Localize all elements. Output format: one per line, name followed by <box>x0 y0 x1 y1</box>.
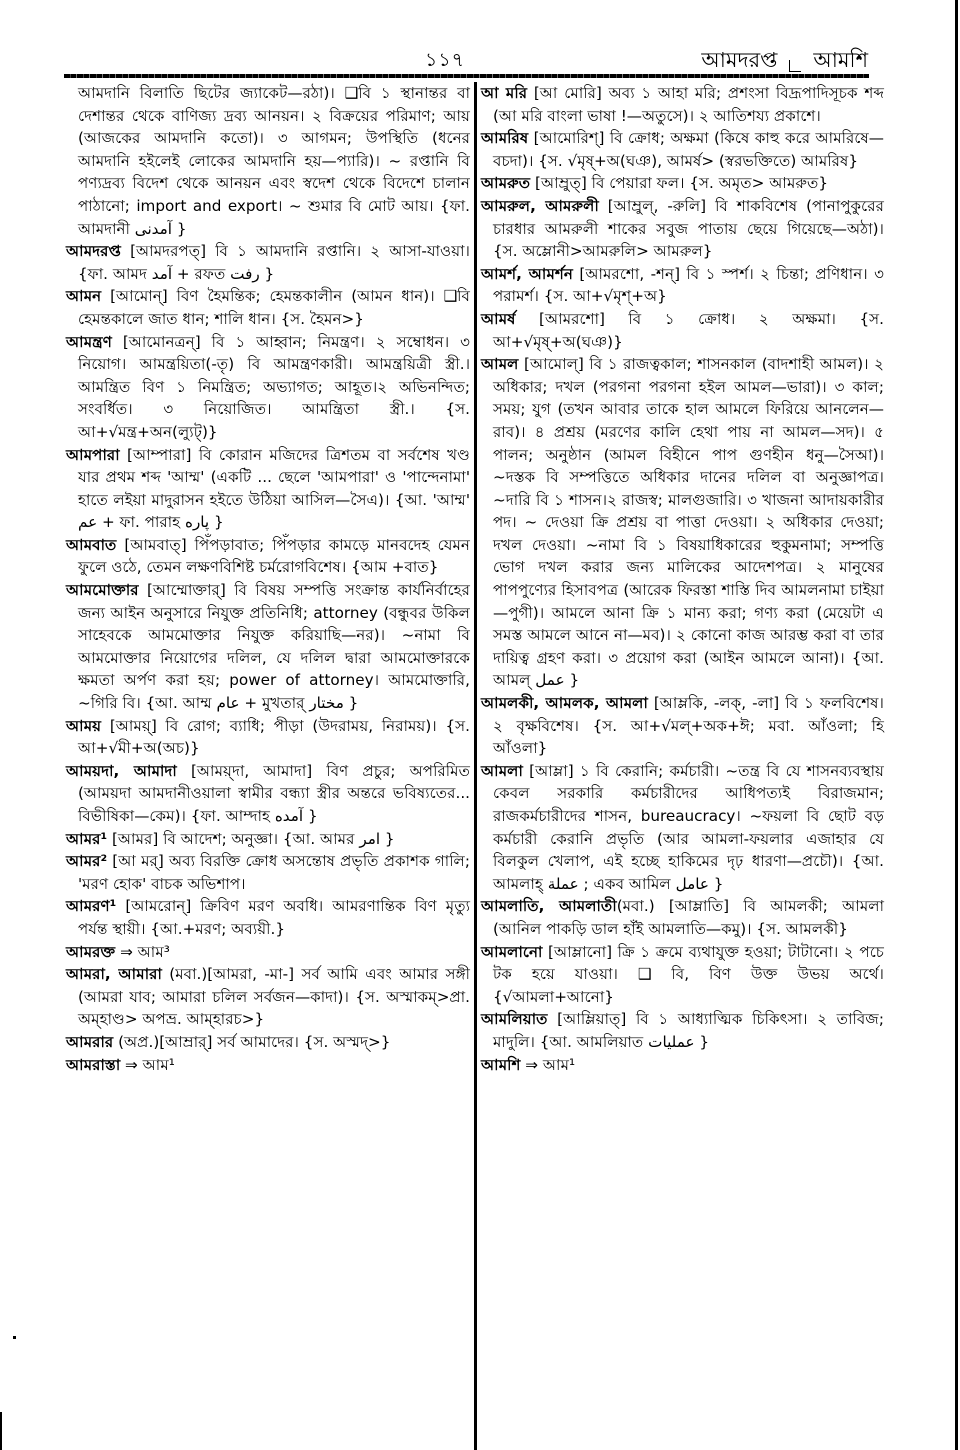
guide-word-last: আমশি <box>813 48 868 72</box>
entry-headword: আমদরপ্ত <box>66 242 121 261</box>
dictionary-entry <box>481 263 884 308</box>
entry-headword: আমরাস্তা <box>66 1055 121 1074</box>
dictionary-entry <box>481 895 884 940</box>
dictionary-entry <box>481 353 884 692</box>
page-right-edge <box>955 0 958 1450</box>
dictionary-entry <box>66 850 470 895</box>
dictionary-entry <box>481 127 884 172</box>
column-divider <box>474 82 477 1450</box>
stray-mark <box>13 1336 16 1339</box>
entry-headword: আমপারা <box>66 445 120 464</box>
entry-headword: আমন্ত্রণ <box>66 332 112 351</box>
entry-headword: আমলাতি, আমলাতী <box>481 897 617 916</box>
entry-definition: [আম্লিয়াত্] বি ১ আধ্যাত্মিক চিকিৎসা। ২ তাবিজ; মাদুলি। {আ. আমলিয়াত عمليات } <box>493 1010 884 1051</box>
entry-definition: [আমবাত্] পিঁপড়াবাত; পিঁপড়ার কামড়ে মানবদেহ যেমন ফুলে ওঠে, তেমন লক্ষণবিশিষ্ট চর্মরোগবিশেষ। {আম +বাত} <box>78 535 470 577</box>
entry-definition: [আম্মোক্তার্] বি বিষয় সম্পত্তি সংক্রান্ত কার্যনির্বাহের জন্য আইন অনুসারে নিযুক্ত প্রতিনিধি; attorney (বন্ধুবর উকিল সাহেবকে আমমোক্তার নিযুক্ত করিয়াছি—নর)। ~নামা বি আমমোক্তার নিয়োগের দলিল, যে দলিল দ্বারা আমমোক্তারকে ক্ষমতা অর্পণ করা হয়; power of attorney। আমমোক্তারি, ~গিরি বি। {আ. আম্ম عام + মুখতার্ مختار } <box>78 581 470 713</box>
entry-definition: [আম্রুত্] বি পেয়ারা ফল। {স. অমৃত> আমরুত} <box>530 174 829 193</box>
entry-definition: [আ মর্] অব্য বিরক্তি ক্রোধ অসন্তোষ প্রভৃতি প্রকাশক গালি; 'মরণ হোক' বাচক অভিশাপ। <box>78 852 470 893</box>
entry-headword: আময়দা, আমাদা <box>66 761 177 780</box>
left-column <box>66 82 470 1076</box>
dictionary-entry <box>66 331 470 444</box>
entry-definition: [আম্পারা] বি কোরান মজিদের ত্রিশতম বা সর্বশেষ খণ্ড যার প্রথম শব্দ 'আম্ম' (একটি ... ছেলে 'আমপারা' ও 'পান্দেনামা' হাতে লইয়া মাদুরাসন হইতে উঠিয়া আসিল—সৈএ)। {আ. 'আম্ম' عم + ফা. পারাহ پاره } <box>78 445 470 532</box>
entry-continuation <box>66 82 470 240</box>
entry-headword: আমরুত <box>481 174 531 193</box>
dictionary-entry <box>66 941 470 964</box>
entry-definition: ⇒ আম¹ <box>120 1055 175 1074</box>
dictionary-entry <box>66 285 470 330</box>
guide-word-first: আমদরপ্ত <box>701 48 778 72</box>
guide-separator-icon <box>789 60 801 72</box>
dictionary-entry <box>66 579 470 715</box>
dictionary-entry <box>66 895 470 940</box>
dictionary-entry <box>481 760 884 896</box>
entry-headword: আমর¹ <box>66 829 108 848</box>
entry-definition: [আমোল্] বি ১ রাজত্বকাল; শাসনকাল (বাদশাহী আমল)। ২ অধিকার; দখল (পরগনা পরগনা হইল আমল—ভারা)। ৩ কাল; সময়; যুগ (তখন আবার তাকে হাল আমলে ফিরিয়ে আনলেন—রাব)। ৪ প্রশ্রয় (মরণের কালি হেথা পায় না আমল—সদ)। ৫ পালন; অনুষ্ঠান (আমল বিহীনে পাপ গুণহীন ধনু—সৈআ)। ~দস্তক বি সম্পত্তিতে অধিকার দানের দলিল বা অনুজ্ঞাপত্র। ~দারি বি ১ শাসন।২ রাজস্ব; মালগুজারি। ৩ খাজনা আদায়কারীর পদ। ~ দেওয়া ক্রি প্রশ্রয় বা পাত্তা দেওয়া। ২ অধিকার দেওয়া; দখল দেওয়া। ~নামা বি ১ বিষয়াধিকারের হুকুমনামা; সম্পত্তি ভোগ দখল করার জন্য মালিকের আদেশপত্র। ২ মানুষের পাপপুণ্যের হিসাবপত্র (আরেক ফিরস্তা শাস্তি দিব আমলনামা চাইয়া—পুগী)। আমলে আনা ক্রি ১ মান্য করা; গণ্য করা (মেয়েটা এ সমস্ত আমলে আনে না—মব)। ২ কোনো কাজ আরম্ভ করা বা তার দায়িত্ব গ্রহণ করা। ৩ প্রয়োগ করা (আইন আমলে আনা)। {আ. আমল্ عمل } <box>493 355 884 690</box>
entry-headword: আমলিয়াত <box>481 1010 548 1029</box>
entry-definition: [আমর] বি আদেশ; অনুজ্ঞা। {আ. আমর امر } <box>107 829 395 848</box>
entry-headword: আমরা, আমারা <box>66 965 162 984</box>
entry-text: আমদানি বিলাতি ছিটের জ্যাকেট—রঠা)। ❑বি ১ স্থানান্তর বা দেশান্তর থেকে বাণিজ্য দ্রব্য আনয়ন। ২ বিক্রয়ের পরিমাণ; আয় (আজকের আমদানি কতো)। ৩ আগমন; উপস্থিতি (ধনের আমদানি হইলেই লোকের আমদানি হয়—প্যারি)। ~ রপ্তানি বি পণ্যদ্রব্য বিদেশ থেকে আনয়ন এবং স্বদেশ থেকে বিদেশে চালান পাঠানো; import and export। ~ শুমার বি মোট আয়। {ফা. আমদানী آمدنی } <box>78 84 470 238</box>
entry-definition: [আমরশো, -শন্] বি ১ স্পর্শ। ২ চিন্তা; প্রণিধান। ৩ পরামর্শ। {স. আ+√মৃশ্+অ} <box>493 264 884 306</box>
entry-headword: আমরক্ত <box>66 942 116 961</box>
dictionary-entry <box>481 1008 884 1053</box>
entry-headword: আমর্ষ <box>481 309 516 328</box>
entry-headword: আমলানো <box>481 942 543 961</box>
dictionary-entry <box>481 195 884 263</box>
dictionary-entry <box>481 82 884 127</box>
entry-definition: [আমোনত্রন্] বি ১ আহ্বান; নিমন্ত্রণ। ২ সম্বোধন। ৩ নিয়োগ। আমন্ত্রয়িতা(-তৃ) বি আমন্ত্রণকারী। আমন্ত্রয়িত্রী স্ত্রী.। আমন্ত্রিত বিণ ১ নিমন্ত্রিত; অভ্যাগত; আহূত।২ অভিনন্দিত; সংবর্ধিত। ৩ নিয়োজিত। আমন্ত্রিতা স্ত্রী.। {স. আ+√মন্ত্র+অন(ল্যুট্)} <box>78 332 470 441</box>
entry-definition: (মবা.)[আমরা, -মা-] সর্ব আমি এবং আমার সঙ্গী (আমরা যাব; আমারা চলিল সর্বজন—কাদা)। {স. অস্মাকম্>প্রা. অম্হাণ্ড> অপভ্র. আম্হারচ>} <box>78 965 471 1029</box>
dictionary-entry <box>481 308 884 353</box>
entry-headword: আ মরি <box>481 84 528 102</box>
entry-headword: আমল <box>481 355 519 374</box>
entry-definition: [আমরশো] বি ১ ক্রোধ। ২ অক্ষমা। {স. আ+√মৃষ্+অ(ঘঞ)} <box>493 309 884 351</box>
entry-definition: [আম্লকি, -লক্, -লা] বি ১ ফলবিশেষ। ২ বৃক্ষবিশেষ। {স. আ+√মল্+অক+ঈ; মবা. আঁওলা; হি আঁওলা} <box>493 694 884 758</box>
entry-definition: [আম্লানো] ক্রি ১ ক্রমে ব্যথাযুক্ত হওয়া; টাটানো। ২ পচে টক হয়ে যাওয়া। ❑ বি, বিণ উক্ত উভয় অর্থে। {√আমলা+আনো} <box>493 942 884 1006</box>
entry-definition: [আমদরপত্] বি ১ আমদানি রপ্তানি। ২ আসা-যাওয়া। {ফা. আমদ آمد + রফত رفت } <box>78 242 470 283</box>
dictionary-entry <box>66 828 470 851</box>
entry-definition: [আময়্দা, আমাদা] বিণ প্রচুর; অপরিমিত (আময়দা আমদানীওয়ালা স্বামীর বন্ধ্যা স্ত্রীর অন্তরে ভবিষ্যতের... বিভীষিকা—কেম)। {ফা. আম্দাহ آمده } <box>78 761 470 825</box>
entry-definition: [আময়্] বি রোগ; ব্যাধি; পীড়া (উদরাময়, নিরাময়)। {স. আ+√মী+অ(অচ)} <box>78 716 470 758</box>
dictionary-entry <box>66 444 470 534</box>
dictionary-entry <box>66 760 470 828</box>
page-number: ১১৭ <box>425 49 466 71</box>
dictionary-entry <box>66 1054 470 1077</box>
dictionary-entry <box>481 172 884 195</box>
entry-definition: [আম্লা] ১ বি কেরানি; কর্মচারী। ~তন্ত্র বি যে শাসনব্যবস্থায় কেবল সরকারি কর্মচারীদের আধিপত্যই বিরাজমান; রাজকর্মচারীদের শাসন, bureaucracy। ~ফয়লা বি ছোট বড় কর্মচারী কেরানি প্রভৃতি (আর আমলা-ফয়লার এজাহার যে বিলকুল খেলাপ, এই হচ্ছে হাকিমের দৃঢ় ধারণা—প্রচৌ)। {আ. আমলাহ্ عملة ; একব আমিল عامل } <box>493 761 884 893</box>
entry-headword: আমলকী, আমলক, আমলা <box>481 694 648 713</box>
entry-headword: আময় <box>66 716 102 735</box>
dictionary-entry <box>481 692 884 760</box>
entry-headword: আমরিষ <box>481 129 529 148</box>
dictionary-entry <box>481 1054 884 1077</box>
entry-headword: আমমোক্তার <box>66 581 139 600</box>
entry-definition: [আম্রুল্, -রুলি] বি শাকবিশেষ (পানাপুকুরের চারধার আমরুলী শাকের সবুজ পাতায় ছেয়ে গিয়েছে—অঠা)। {স. অম্লোনী>আমরুলি> আমরুল} <box>493 196 884 261</box>
entry-headword: আমর্শ, আমর্শন <box>481 264 573 283</box>
right-column <box>481 82 884 1076</box>
entry-definition: (অপ্র.)[আম্রার্] সর্ব আমাদের। {স. অস্মদ্>} <box>113 1032 391 1051</box>
entry-headword: আমরুল, আমরুলী <box>481 196 599 215</box>
dictionary-entry <box>66 963 470 1031</box>
entry-definition: ⇒ আম³ <box>115 942 170 961</box>
entry-definition: ⇒ আম¹ <box>520 1055 576 1074</box>
entry-definition: [আমোন্] বিণ হৈমন্তিক; হেমন্তকালীন (আমন ধান)। ❑বি হেমন্তকালে জাত ধান; শালি ধান। {স. হৈমন>} <box>78 287 470 328</box>
entry-definition: [আমোরিশ্] বি ক্রোধ; অক্ষমা (কিষে কাহু করে আমরিষে—বচদা)। {স. √মৃষ্+অ(ঘঞ), আমর্ষ> (স্বরভক্তিতে) আমরিষ} <box>493 129 884 170</box>
entry-headword: আমবাত <box>66 535 117 554</box>
dictionary-entry <box>66 534 470 579</box>
entry-headword: আমর² <box>66 852 108 871</box>
entry-headword: আমন <box>66 287 102 306</box>
stray-mark <box>0 1412 2 1450</box>
dictionary-entry <box>481 941 884 1009</box>
entry-headword: আমরণ¹ <box>66 897 117 916</box>
dictionary-entry <box>66 715 470 760</box>
entry-definition: [আমরোন্] ক্রিবিণ মরণ অবধি। আমরণান্তিক বিণ মৃত্যু পর্যন্ত স্থায়ী। {আ.+মরণ; অব্যয়ী.} <box>78 897 470 938</box>
header-rule <box>64 74 869 78</box>
entry-headword: আমলা <box>481 761 523 780</box>
entry-headword: আমশি <box>481 1055 521 1074</box>
entry-headword: আমরার <box>66 1032 114 1051</box>
entry-definition: (মবা.) [আম্লাতি] বি আমলকী; আমলা (আনিল পাকড়ি ডাল হাঁই আমলাতি—কমু)। {স. আমলকী} <box>493 897 885 938</box>
dictionary-entry <box>66 1031 470 1054</box>
dictionary-entry <box>66 240 470 285</box>
entry-definition: [আ মোরি] অব্য ১ আহা মরি; প্রশংসা বিদ্রূপাদিসূচক শব্দ (আ মরি বাংলা ভাষা !—অতুসে)। ২ আতিশয্য প্রকাশে। <box>493 84 884 125</box>
